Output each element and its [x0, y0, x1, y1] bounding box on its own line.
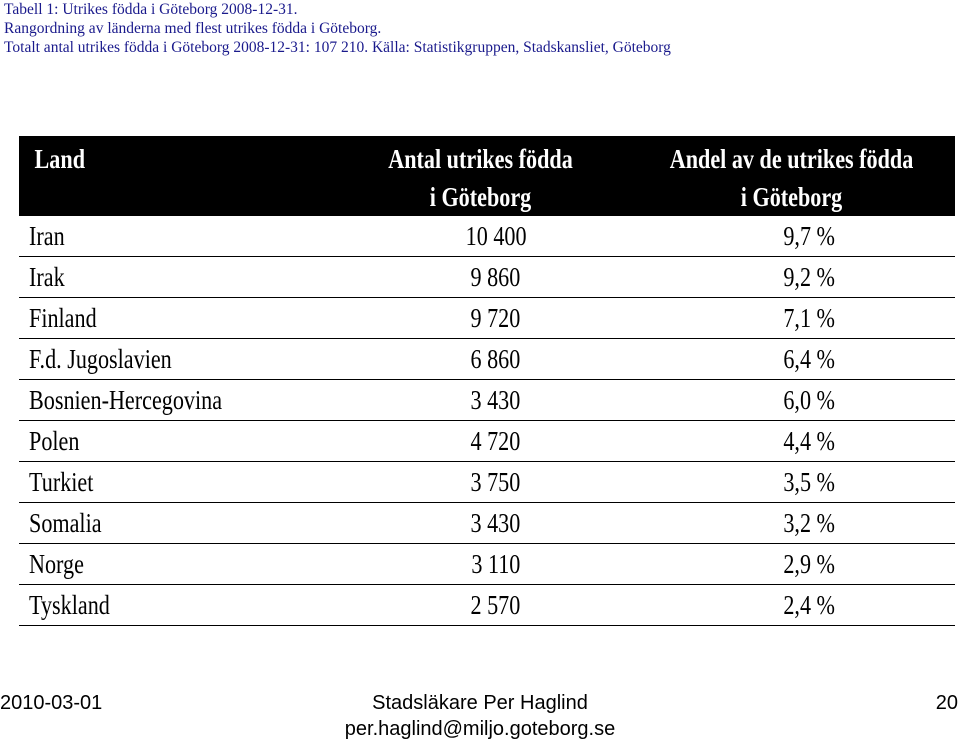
header-land: Land	[19, 136, 333, 216]
cell-land: Turkiet	[19, 462, 333, 503]
cell-antal: 6 860	[333, 339, 629, 380]
caption-subtitle: Rangordning av länderna med flest utrikes födda i Göteborg.	[4, 20, 382, 37]
cell-andel: 3,2 %	[629, 503, 955, 544]
table-header-row	[19, 136, 955, 216]
footer-author-name: Stadsläkare Per Haglind	[372, 692, 588, 714]
cell-land: Finland	[19, 298, 333, 339]
table-row	[19, 462, 955, 503]
cell-antal: 3 430	[333, 503, 629, 544]
cell-land: F.d. Jugoslavien	[19, 339, 333, 380]
cell-antal: 4 720	[333, 421, 629, 462]
table-row	[19, 544, 955, 585]
cell-antal: 2 570	[333, 585, 629, 626]
cell-land: Iran	[19, 216, 333, 257]
cell-land: Tyskland	[19, 585, 333, 626]
header-andel: Andel av de utrikes födda i Göteborg	[629, 136, 955, 216]
footer-author-email: per.haglind@miljo.goteborg.se	[344, 718, 616, 740]
table-row	[19, 216, 955, 257]
table-row	[19, 503, 955, 544]
table-row	[19, 257, 955, 298]
caption-source: Totalt antal utrikes födda i Göteborg 2008-12-31: 107 210. Källa: Statistikgruppen, Stadskansliet, Göteborg	[4, 39, 671, 56]
cell-land: Polen	[19, 421, 333, 462]
footer-date: 2010-03-01	[0, 692, 103, 714]
slide-footer	[0, 690, 960, 742]
cell-antal: 10 400	[333, 216, 629, 257]
caption-title: Tabell 1: Utrikes födda i Göteborg 2008-12-31.	[4, 1, 298, 18]
cell-land: Norge	[19, 544, 333, 585]
cell-andel: 9,2 %	[629, 257, 955, 298]
cell-antal: 3 430	[333, 380, 629, 421]
cell-andel: 2,9 %	[629, 544, 955, 585]
cell-antal: 9 860	[333, 257, 629, 298]
cell-andel: 6,0 %	[629, 380, 955, 421]
footer-author	[0, 690, 960, 742]
table-row	[19, 585, 955, 626]
cell-andel: 4,4 %	[629, 421, 955, 462]
table-row	[19, 339, 955, 380]
cell-antal: 3 750	[333, 462, 629, 503]
cell-antal: 9 720	[333, 298, 629, 339]
table-caption	[4, 0, 671, 57]
cell-land: Irak	[19, 257, 333, 298]
cell-andel: 9,7 %	[629, 216, 955, 257]
table-row	[19, 298, 955, 339]
foreign-born-table	[19, 136, 955, 626]
cell-land: Somalia	[19, 503, 333, 544]
table-row	[19, 380, 955, 421]
cell-andel: 7,1 %	[629, 298, 955, 339]
cell-andel: 2,4 %	[629, 585, 955, 626]
cell-land: Bosnien-Hercegovina	[19, 380, 333, 421]
cell-andel: 6,4 %	[629, 339, 955, 380]
cell-antal: 3 110	[333, 544, 629, 585]
table-row	[19, 421, 955, 462]
cell-andel: 3,5 %	[629, 462, 955, 503]
header-antal: Antal utrikes födda i Göteborg	[333, 136, 629, 216]
page-number: 20	[935, 692, 958, 714]
